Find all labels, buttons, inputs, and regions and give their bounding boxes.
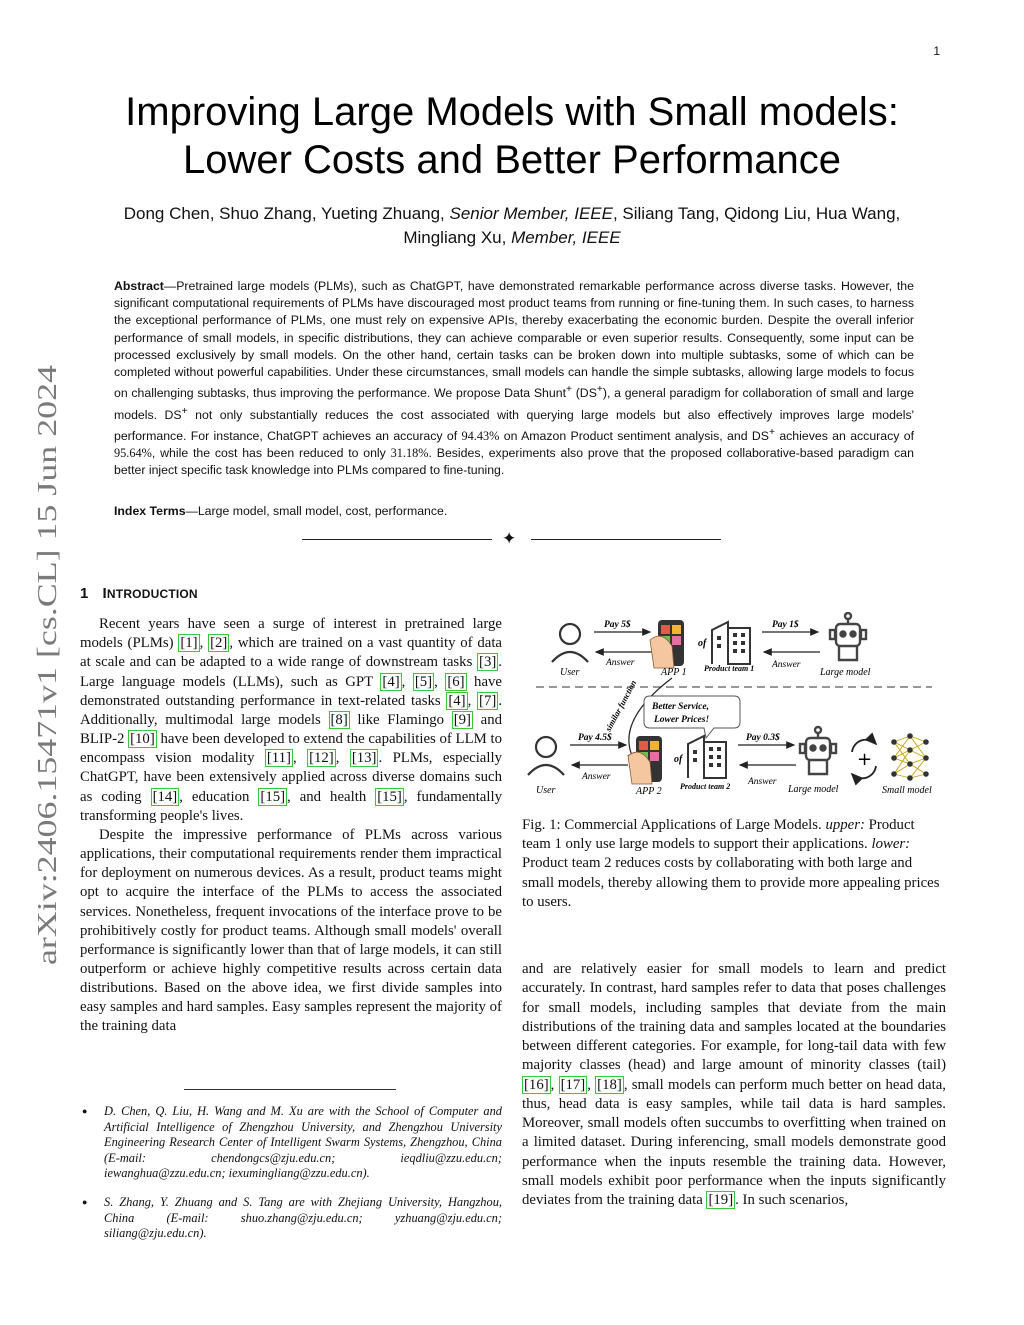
footnote-rule bbox=[184, 1089, 396, 1090]
page-number: 1 bbox=[933, 44, 940, 58]
authors-part: Dong Chen, Shuo Zhang, Yueting Zhuang, bbox=[123, 204, 450, 223]
figure-caption bbox=[522, 816, 946, 912]
neural-network-icon bbox=[891, 733, 929, 781]
footnote-1 bbox=[82, 1104, 502, 1182]
footnote-2 bbox=[82, 1195, 502, 1242]
paragraph-text: , education bbox=[179, 788, 259, 805]
author-role: Member, IEEE bbox=[511, 228, 621, 247]
citation-link[interactable]: [4] bbox=[448, 692, 466, 709]
figure-1-diagram bbox=[522, 612, 946, 808]
citation-link[interactable]: [16] bbox=[524, 1076, 549, 1093]
paragraph-text: . PLMs, especially ChatGPT, have been extensively applied across diverse domains such as coding bbox=[80, 750, 502, 805]
divider-left bbox=[302, 539, 492, 540]
citation-link[interactable]: [3] bbox=[479, 654, 497, 671]
caption-lower-text: Product team 2 reduces costs by collaborating with both large and small models, thereby allowing them to provide more appealing prices to users. bbox=[522, 855, 940, 910]
paragraph-text: , which are trained on a vast quantity of data at scale and can be adapted to a wide range of downstream tasks bbox=[80, 635, 503, 671]
index-terms-label: Index Terms bbox=[114, 504, 186, 518]
abstract-text: Pretrained large models (PLMs), such as ChatGPT, have demonstrated remarkable performance across diverse tasks. However, the significant computational requirements of PLMs have discouraged most product teams from running or fine-tuning them. In such cases, to harness the exceptional performance of PLMs, one must rely on expensive APIs, thereby exacerbating the economic burden. Despite the overall inferior performance of small models, in specific distributions, they can achieve comparable or even superior results. Consequently, some input can be processed exclusively by small models. On the other hand, certain tasks can be broken down into multiple subtasks, some of which can be completed without powerful capabilities. Under these circumstances, small models can handle the simple subtasks, allowing large models to focus on challenging subtasks, thus improving the performance. We propose Data Shunt bbox=[114, 279, 914, 401]
paper-title bbox=[80, 88, 944, 184]
pay-label: Pay 4.5$ bbox=[578, 733, 612, 743]
citation-link[interactable]: [17] bbox=[560, 1076, 586, 1093]
paragraph-text: have demonstrated outstanding performance in text-related tasks bbox=[80, 673, 502, 709]
section-number: 1 bbox=[80, 585, 89, 602]
large-model-label: Large model bbox=[788, 784, 839, 795]
plus-sign: + bbox=[565, 384, 572, 396]
plus-sign: + bbox=[768, 426, 775, 438]
bubble-line-1: Better Service, bbox=[652, 702, 709, 712]
paragraph-text: , bbox=[587, 1076, 596, 1093]
paragraph-text: , bbox=[467, 692, 478, 709]
app1-label: APP 1 bbox=[661, 667, 687, 678]
paragraph-text: , bbox=[292, 750, 308, 767]
section-heading bbox=[80, 584, 502, 604]
pay-label: Pay 0.3$ bbox=[746, 733, 780, 743]
divider-symbol: ✦ bbox=[502, 529, 517, 548]
abstract-text: (DS bbox=[571, 386, 597, 401]
paragraph-text: , bbox=[401, 673, 413, 690]
footnote-text: S. Zhang, Y. Zhuang and S. Tang are with Zhejiang University, Hangzhou, China (E-mail: shuo.zhang@zju.edu.cn; yzhuang@zju.edu.cn; siliang@zju.edu.cn). bbox=[104, 1195, 502, 1241]
building-icon bbox=[712, 622, 750, 664]
authors-part: , Siliang Tang, Qidong Liu, Hua Wang, bbox=[612, 204, 901, 223]
paragraph-text: . Additionally, multimodal large models bbox=[80, 692, 503, 728]
right-column bbox=[522, 960, 946, 1210]
abstract-text: not only substantially reduces the cost associated with querying large models but also effectively improves large models' performance. For instance, ChatGPT achieves an accuracy of bbox=[114, 407, 914, 443]
paragraph-text: . Large language models (LLMs), such as GPT bbox=[80, 654, 502, 690]
robot-icon bbox=[800, 727, 836, 774]
citation-link[interactable]: [5] bbox=[414, 673, 433, 690]
paragraph-text: , small models can perform much better on head data, thus, head data is easy samples, while tail data is hard samples. Moreover, small models often succumbs to overfitting when trained on a limited dataset. During inferencing, small models demonstrate good performance when the inputs resemble the training data. However, small models exhibit poor performance when the inputs significantly deviates from the training data bbox=[522, 1076, 947, 1208]
citation-link[interactable]: [13] bbox=[351, 750, 377, 767]
paragraph-text: like Flamingo bbox=[349, 711, 452, 728]
title-line-1: Improving Large Models with Small models: bbox=[125, 90, 899, 134]
footnote-bullet: ● bbox=[82, 1197, 88, 1207]
author-role: Senior Member, IEEE bbox=[449, 204, 613, 223]
citation-link[interactable]: [12] bbox=[309, 750, 334, 767]
abstract-text: achieves an accuracy of bbox=[774, 428, 914, 443]
arxiv-stamp bbox=[18, 360, 68, 970]
ds-cost: 31.18% bbox=[390, 446, 429, 461]
author-list bbox=[80, 202, 944, 250]
answer-label: Answer bbox=[606, 658, 635, 668]
answer-label: Answer bbox=[772, 660, 801, 670]
citation-link[interactable]: [8] bbox=[330, 711, 348, 728]
citation-link[interactable]: [1] bbox=[180, 635, 198, 652]
paragraph-text: , bbox=[550, 1076, 559, 1093]
footnote-text: D. Chen, Q. Liu, H. Wang and M. Xu are with the School of Computer and Artificial Intelligence of Zhengzhou University, and Zhengzhou University Engineering Research Center of Intelligent Swarm Systems, Zhengzhou, China (E-mail: chendongcs@zju.edu.cn; ieqdliu@zzu.edu.cn; iewanghua@zzu.edu.cn; iexumingliang@zzu.edu.cn). bbox=[104, 1104, 502, 1181]
chatgpt-accuracy: 94.43% bbox=[461, 428, 500, 443]
team1-label: Product team 1 bbox=[704, 664, 755, 673]
ds-accuracy: 95.64% bbox=[114, 446, 152, 461]
abstract-text: on Amazon Product sentiment analysis, and DS bbox=[499, 428, 769, 443]
citation-link[interactable]: [10] bbox=[130, 731, 155, 748]
paragraph-text: Recent years have seen a surge of interest in pretrained large models (PLMs) bbox=[80, 616, 502, 652]
divider-right bbox=[531, 539, 721, 540]
figure-1 bbox=[522, 612, 946, 808]
building-icon bbox=[688, 736, 726, 778]
user-icon bbox=[552, 624, 588, 662]
citation-link[interactable]: [15] bbox=[260, 788, 286, 805]
arxiv-stamp-text: arXiv:2406.15471v1 [cs.CL] 15 Jun 2024 bbox=[31, 505, 62, 965]
plus-sign: + bbox=[181, 405, 188, 417]
citation-link[interactable]: [11] bbox=[266, 750, 291, 767]
phone-icon bbox=[650, 620, 684, 668]
abstract-label: Abstract bbox=[114, 279, 164, 293]
of-label: of bbox=[674, 754, 683, 765]
intro-paragraph-1 bbox=[80, 615, 502, 826]
index-terms bbox=[114, 504, 914, 518]
abstract-text: ), a general paradigm for collaboration of small and large models. DS bbox=[114, 386, 914, 422]
app2-label: APP 2 bbox=[636, 786, 662, 797]
answer-label: Answer bbox=[748, 777, 777, 787]
abstract bbox=[114, 278, 914, 480]
title-line-2: Lower Costs and Better Performance bbox=[182, 138, 842, 182]
robot-icon bbox=[830, 613, 866, 660]
citation-link[interactable]: [15] bbox=[377, 788, 402, 805]
authors-part: Mingliang Xu, bbox=[403, 228, 512, 247]
paragraph-text: and are relatively easier for small models to learn and predict accurately. In contrast, hard samples refer to data that poses challenges for small models, including samples that deviate from the main distributions of the training data and samples located at the boundaries between different categories. For example, for long-tail data with few majority classes (head) and large amount of minority classes (tail) bbox=[522, 961, 946, 1074]
index-terms-dash: — bbox=[185, 504, 198, 518]
citation-link[interactable]: [6] bbox=[447, 673, 465, 690]
index-terms-text: Large model, small model, cost, performance. bbox=[197, 504, 448, 518]
user-label: User bbox=[536, 785, 556, 796]
bubble-line-2: Lower Prices! bbox=[654, 715, 710, 725]
plus-symbol: + bbox=[857, 749, 873, 770]
user-label: User bbox=[560, 667, 580, 678]
team2-label: Product team 2 bbox=[680, 782, 731, 791]
large-model-label: Large model bbox=[820, 667, 871, 678]
phone-icon bbox=[628, 736, 662, 784]
paragraph-text: . In such scenarios, bbox=[735, 1192, 849, 1208]
abstract-dash: — bbox=[163, 279, 177, 293]
user-icon bbox=[528, 737, 564, 775]
citation-link[interactable]: [4] bbox=[382, 673, 400, 690]
plus-sign: + bbox=[596, 384, 603, 396]
abstract-text: , while the cost has been reduced to only bbox=[151, 446, 391, 461]
citation-link[interactable]: [9] bbox=[453, 711, 471, 728]
section-title-rest: NTRODUCTION bbox=[106, 587, 198, 601]
intro-paragraph-2: Despite the impressive performance of PLMs across various applications, their computational requirements render them impractical for deployment on numerous devices. As a result, product teams might opt to acquire the interface of the PLMs to access the associated services. Nonetheless, frequent invocations of the interface prove to be prohibitively costly for product teams. Although small models' overall performance is significantly lower than that of large models, it can still outperform or achieve highly competitive results across certain data distributions. Based on the above idea, we first divide samples into easy samples and hard samples. Easy samples represent the majority of the training data bbox=[80, 826, 502, 1035]
section-title-initial: I bbox=[102, 585, 107, 602]
pay-label: Pay 1$ bbox=[772, 620, 799, 630]
answer-label: Answer bbox=[582, 772, 611, 782]
citation-link[interactable]: [19] bbox=[708, 1192, 734, 1208]
citation-link[interactable]: [14] bbox=[152, 788, 178, 805]
caption-label: Fig. 1: Commercial Applications of Large Models. bbox=[522, 817, 826, 833]
of-label: of bbox=[698, 638, 707, 649]
paragraph-text: , and health bbox=[287, 788, 376, 805]
paragraph-text: , bbox=[199, 635, 209, 652]
left-column bbox=[80, 584, 502, 1037]
citation-link[interactable]: [2] bbox=[210, 635, 228, 652]
citation-link[interactable]: [7] bbox=[479, 692, 497, 709]
caption-lower: lower: bbox=[871, 836, 911, 853]
caption-upper-text: Product team 1 only use large models to support their applications. bbox=[522, 817, 915, 853]
abstract-text: . Besides, experiments also prove that the proposed collaborative-based paradigm can better inject specific task knowledge into PLMs compared to fine-tuning. bbox=[114, 446, 914, 478]
paragraph-text: , bbox=[335, 750, 350, 767]
paragraph-text: have been developed to extend the capabilities of LLM to encompass vision modality bbox=[80, 731, 503, 767]
pay-label: Pay 5$ bbox=[604, 620, 631, 630]
caption-upper: upper: bbox=[825, 817, 865, 833]
similar-function-label: similar function bbox=[602, 678, 639, 733]
footnote-bullet: ● bbox=[82, 1106, 88, 1116]
small-model-label: Small model bbox=[882, 785, 932, 796]
citation-link[interactable]: [18] bbox=[597, 1076, 622, 1093]
paragraph-text: , fundamentally transforming people's lives. bbox=[80, 788, 502, 824]
paragraph-text: and BLIP-2 bbox=[80, 711, 502, 748]
paragraph-text: , bbox=[434, 673, 446, 690]
